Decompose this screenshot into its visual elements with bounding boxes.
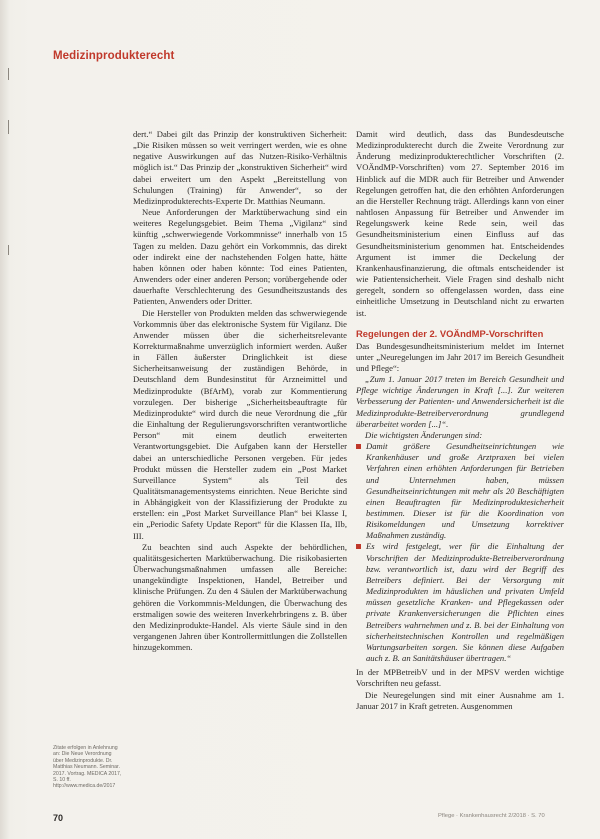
quote: „Zum 1. Januar 2017 treten im Bereich Gesundheit und Pflege wichtige Änderungen in Kraft [...]. Zur weiteren Verbesserung der Patienten- und Anwendersicherheit ist die Medizinprodukte-Betreiberverordnung grundlegend überarbeitet worden [...]“. xyxy=(356,374,564,429)
margin-mark xyxy=(8,120,9,134)
section-label: Medizinprodukterecht xyxy=(53,50,175,62)
paragraph: Zu beachten sind auch Aspekte der behördlichen, qualitätsgesicherten Marktüberwachung. Die risikobasierten Überwachungsmaßnahmen umfassen alle Bereiche: unangekündigte Inspektionen, Handel, Betreiber und klinische Prüfungen. Zu den 4 Säulen der Marktüberwachung gehören die Vorkommnis-Meldungen, die Überwachung des erstmaligen sowie des weiteren Inverkehrbringens z. B. über den Medizinprodukte-Handel. Als vierte Säule sind in den vergangenen Jahren über Kontrollermittlungen die Zollstellen hinzugekommen. xyxy=(133,541,347,653)
subheading: Regelungen der 2. VOÄndMP-Vorschriften xyxy=(356,327,544,339)
paragraph: Damit wird deutlich, dass das Bundesdeutsche Medizinprodukterecht durch die Zweite Verordnung zur Änderung medizinprodukterechtlicher Vorschriften (2. VOÄndMP-Vorschriften) vom 27. September 2016 im Hinblick auf die MDR auch für Betreiber und Anwender Regelungen getroffen hat, die den erhöhten Anforderungen an die Hersteller Rechnung trägt. Allerdings kann von einer nahtlosen Anpassung für Betreiber und Anwender im Regelungswerk keine Rede sein, weil das Gesundheitsministerium einen Einfluss auf das Gesundheitsministerium genommen hat. Entscheidendes Argument ist immer die Deckelung der Krankenhausfinanzierung, die oftmals entscheidender ist wie Patientensicherheit. Viele Fragen sind deshalb nicht geregelt, sondern so offengelassen worden, dass eine einheitliche Umsetzung in Deutschland nicht zu erwarten ist. xyxy=(356,129,564,318)
right-column xyxy=(356,129,564,712)
paragraph: Die Hersteller von Produkten melden das schwerwiegende Vorkommnis über das elektronische System für Vigilanz. Die Anwender müssen über die sicherheitsrelevante Korrekturmaßnahme unverzüglich informiert werden. Außer in Fällen äußerster Dringlichkeit ist diese Sicherheitsanweisung der zuständigen Behörde, in Deutschland dem Bundesinstitut für Arzneimittel und Medizinprodukte (BfArM), vorab zur Kommentierung vorzulegen. Der bisherige „Sicherheitsbeauftragte für Medizinprodukte“ wird durch die neue Verordnung die „für die Einhaltung der Regulierungsvorschriften verantwortliche Person“ mit einem deutlich erweiterten Verantwortungsgebiet. Die Aufgaben kann der Hersteller dabei an unterschiedliche Personen vergeben. Für jedes Produkt müssen die Hersteller zudem ein „Post Market Surveillance System“ als Teil des Qualitätsmanagementsystems einrichten. Neue Berichte sind in Abhängigkeit von der Klassifizierung der Produkte zu erstellen: ein „Post Market Surveillance Plan“ bei Klasse I, ein „Periodic Safety Update Report“ für die Klassen IIa, IIb, III. xyxy=(133,307,347,541)
list-item: Damit größere Gesundheitseinrichtungen wie Krankenhäuser und große Arztpraxen bei vielen Verfahren einen erhöhten Anforderungen für Betrieben und Unternehmen haben, müssen Gesundheitseinrichtungen mit mehr als 20 Beschäftigten einen Beauftragten für Medizinproduktesicherheit bestimmen. Dieser ist für die Koordination von Risikomeldungen und Umsetzung korrektiver Maßnahmen zuständig. xyxy=(356,441,564,541)
margin-mark xyxy=(8,68,9,80)
margin-mark xyxy=(8,245,9,255)
paragraph: Neue Anforderungen der Marktüberwachung sind ein weiteres Regelungsgebiet. Beim Thema „Vigilanz“ sind künftig „schwerwiegende Vorkommnisse“ innerhalb von 15 Tagen zu melden. Dazu gehört ein Vorkommnis, das direkt oder indirekt eine der nachstehenden Folgen hatte, hätte haben können oder haben könnte: Tod eines Patienten, Anwenders oder einer anderen Person; vorübergehende oder dauerhafte Verschlechterung des Gesundheitszustands des Patienten, Anwenders oder Dritter. xyxy=(133,207,347,307)
list-item: Es wird festgelegt, wer für die Einhaltung der Vorschriften der Medizinprodukte-Betreiberverordnung bzw. verantwortlich ist, dazu wird der Begriff des Betreibers definiert. Bei der Versorgung mit Medizinprodukten im häuslichen und privaten Umfeld müssen gesetzliche Kranken- und Pflegekassen oder private Krankenversicherungen die Pflichten eines Betreibers wahrnehmen und z. B. bei der Einhaltung von sicherheitstechnischen Kontrollen und regelmäßigen Wartungsarbeiten sorgen. Sie können diese Aufgaben auch z. B. an Sanitätshäuser übertragen.“ xyxy=(356,541,564,664)
journal-citation: Pflege · Krankenhausrecht 2/2018 · S. 70 xyxy=(438,813,545,819)
left-column xyxy=(133,129,347,653)
paragraph: Die Neuregelungen sind mit einer Ausnahme am 1. Januar 2017 in Kraft getreten. Ausgenommen xyxy=(356,689,564,711)
footnote: Zitate erfolgen in Anlehnung an: Die Neue Verordnung über Medizinprodukte. Dr. Matthias Neumann. Seminar. 2017. Vortrag. MEDICA 2017, S. 10 ff. http://www.medica.de/2017 xyxy=(53,745,122,790)
paragraph: Das Bundesgesundheitsministerium meldet im Internet unter „Neuregelungen im Jahr 2017 im Bereich Gesundheit und Pflege“: xyxy=(356,340,564,373)
paragraph: dert.“ Dabei gilt das Prinzip der konstruktiven Sicherheit: „Die Risiken müssen so weit verringert werden, wie es ohne negative Auswirkungen auf das Nutzen-Risiko-Verhältnis möglich ist.“ Das Prinzip der „konstruktiven Sicherheit“ wird dabei erweitert um den Aspekt „Bereitstellung von Schulungen (Training) für Anwender“, so der Medizinprodukterechts-Experte Dr. Matthias Neumann. xyxy=(133,129,347,206)
paragraph: In der MPBetreibV und in der MPSV werden wichtige Vorschriften neu gefasst. xyxy=(356,667,564,689)
list-intro: Die wichtigsten Änderungen sind: xyxy=(365,429,483,440)
page-number: 70 xyxy=(53,813,64,823)
